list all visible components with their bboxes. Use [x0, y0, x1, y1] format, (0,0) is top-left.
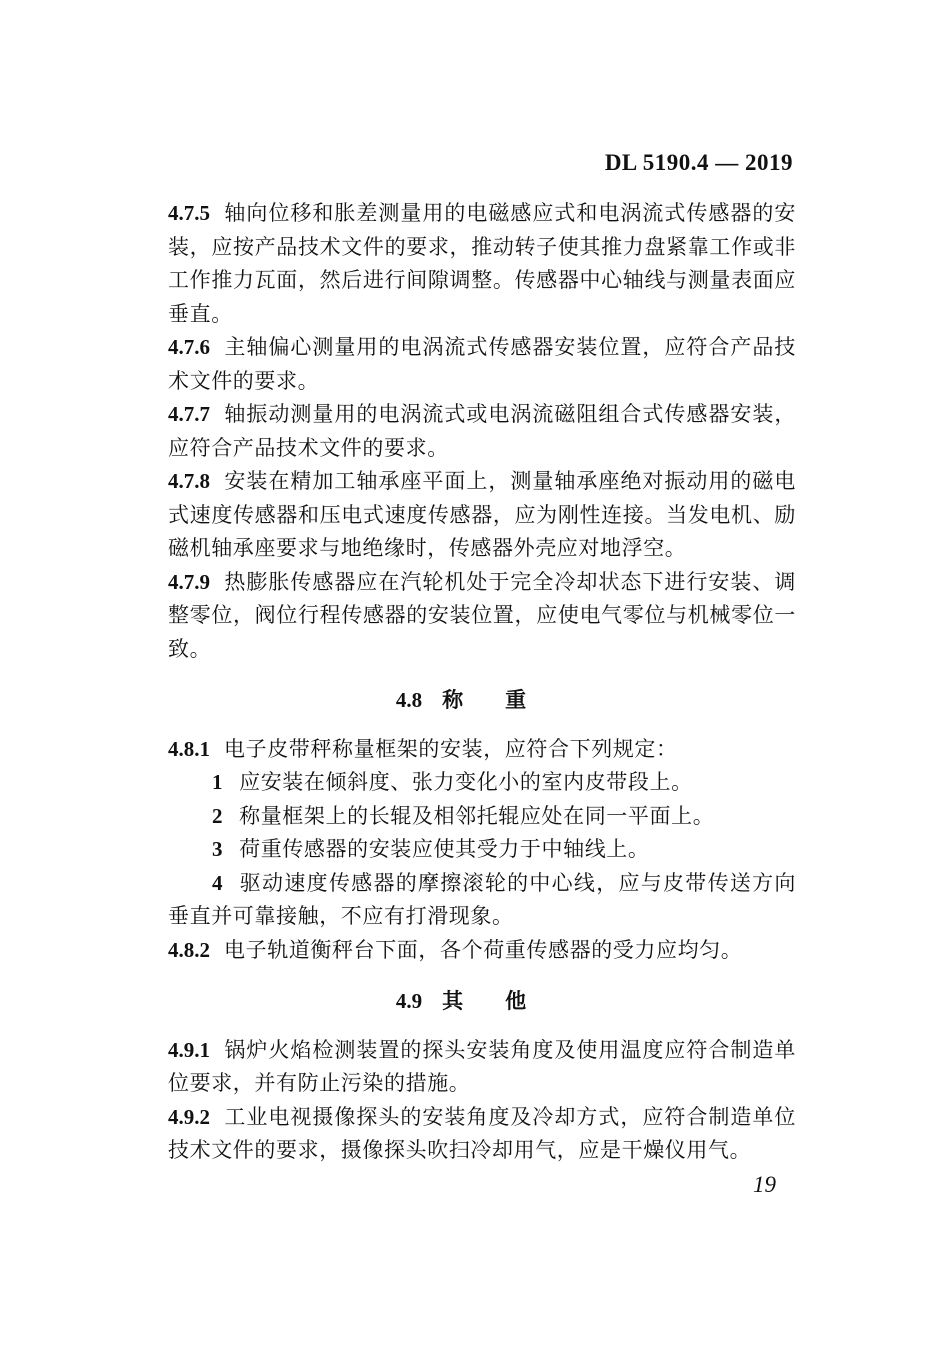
item-text: 应安装在倾斜度、张力变化小的室内皮带段上。	[239, 770, 693, 794]
clause-text: 热膨胀传感器应在汽轮机处于完全冷却状态下进行安装、调整零位，阀位行程传感器的安装位置，应使电气零位与机械零位一致。	[168, 569, 796, 661]
clause-number: 4.7.6	[168, 335, 210, 359]
page-body	[168, 197, 796, 1168]
page-number: 19	[753, 1172, 776, 1197]
clause-text: 电子皮带秤称量框架的安装，应符合下列规定：	[224, 736, 678, 761]
item-number: 4	[212, 870, 224, 895]
clause-4-8-1	[168, 733, 796, 767]
clause-text: 主轴偏心测量用的电涡流式传感器安装位置，应符合产品技术文件的要求。	[168, 335, 796, 393]
item-number: 2	[212, 803, 224, 828]
clause-4-7-5	[168, 197, 796, 331]
item-number: 3	[212, 837, 224, 861]
list-item	[168, 833, 796, 867]
clause-number: 4.9.1	[168, 1037, 210, 1062]
clause-4-8-2	[168, 934, 796, 968]
clause-4-7-6	[168, 331, 796, 398]
clause-text: 电子轨道衡秤台下面，各个荷重传感器的受力应均匀。	[224, 937, 743, 962]
item-text: 驱动速度传感器的摩擦滚轮的中心线，应与皮带传送方向垂直并可靠接触，不应有打滑现象。	[168, 870, 796, 928]
clause-4-7-7	[168, 398, 796, 465]
clause-4-9-2	[168, 1101, 796, 1168]
clause-number: 4.8.1	[168, 736, 210, 761]
item-text: 荷重传感器的安装应使其受力于中轴线上。	[239, 837, 650, 861]
clause-text: 轴振动测量用的电涡流式或电涡流磁阻组合式传感器安装，应符合产品技术文件的要求。	[168, 402, 796, 460]
list-item	[168, 766, 796, 800]
section-number: 4.9	[395, 989, 423, 1013]
clause-number: 4.7.9	[168, 569, 210, 594]
clause-text: 锅炉火焰检测装置的探头安装角度及使用温度应符合制造单位要求，并有防止污染的措施。	[168, 1037, 796, 1095]
item-text: 称量框架上的长辊及相邻托辊应处在同一平面上。	[239, 803, 715, 828]
clause-number: 4.7.8	[168, 469, 210, 493]
clause-number: 4.7.7	[168, 402, 210, 426]
section-number: 4.8	[395, 688, 423, 712]
clause-number: 4.8.2	[168, 937, 210, 962]
section-heading-4-9	[168, 984, 796, 1019]
clause-number: 4.9.2	[168, 1104, 210, 1129]
clause-text: 工业电视摄像探头的安装角度及冷却方式，应符合制造单位技术文件的要求，摄像探头吹扫冷却用气，应是干燥仪用气。	[168, 1104, 796, 1162]
clause-4-9-1	[168, 1034, 796, 1101]
list-item	[168, 867, 796, 934]
section-title: 称重	[442, 687, 569, 712]
section-heading-4-8	[168, 683, 796, 718]
clause-text: 安装在精加工轴承座平面上，测量轴承座绝对振动用的磁电式速度传感器和压电式速度传感器，应为刚性连接。当发电机、励磁机轴承座要求与地绝缘时，传感器外壳应对地浮空。	[168, 469, 796, 560]
clause-4-7-9	[168, 566, 796, 667]
item-number: 1	[212, 770, 224, 794]
section-title: 其他	[442, 988, 569, 1013]
standard-number: DL 5190.4 — 2019	[604, 150, 793, 175]
list-item	[168, 800, 796, 834]
clause-4-7-8	[168, 465, 796, 566]
clause-text: 轴向位移和胀差测量用的电磁感应式和电涡流式传感器的安装，应按产品技术文件的要求，推动转子使其推力盘紧靠工作或非工作推力瓦面，然后进行间隙调整。传感器中心轴线与测量表面应垂直。	[168, 201, 796, 326]
clause-number: 4.7.5	[168, 201, 210, 225]
